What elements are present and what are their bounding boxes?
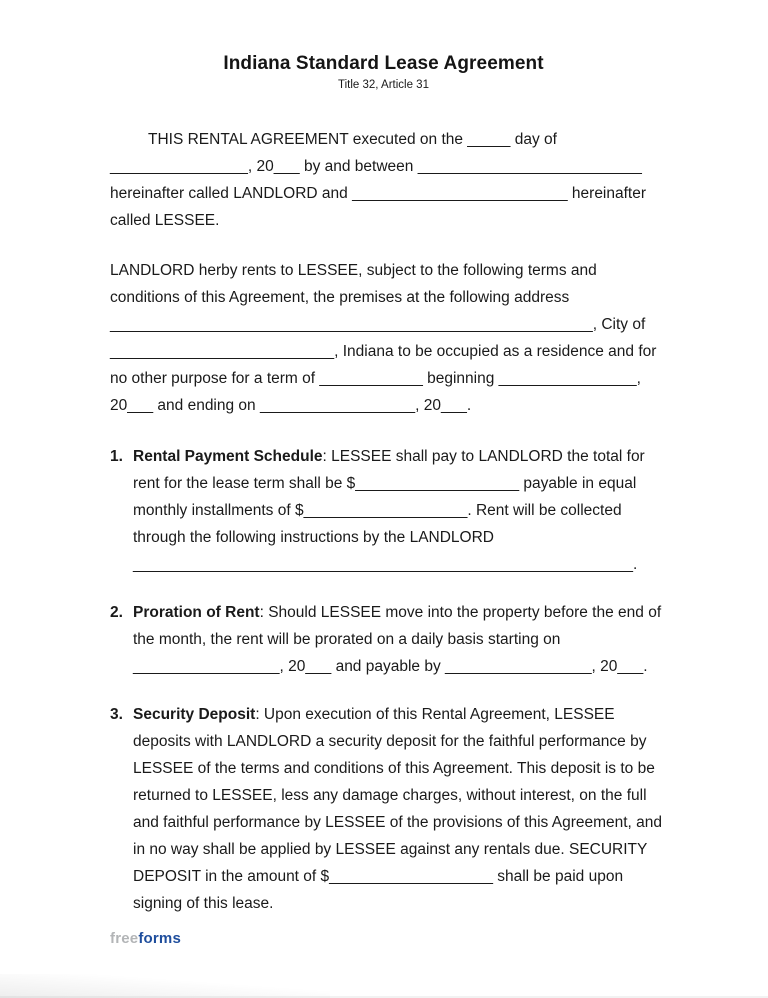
text-line: hereinafter called LANDLORD and _________________________ hereinafter [110,185,647,202]
text-line: __________________________________________________________. [133,556,638,573]
intro-paragraph [110,126,657,234]
list-item-security-deposit [110,701,663,917]
text-line: no other purpose for a term of ____________ beginning ________________, [110,370,641,387]
premises-paragraph [110,257,657,419]
text-line: signing of this lease. [133,895,274,912]
text-line: LESSEE of the terms and conditions of this Agreement. This deposit is to be [133,760,655,777]
brand-forms-text: forms [138,930,182,947]
item-heading: Rental Payment Schedule [133,448,323,465]
text-line: and faithful performance by LESSEE of the provisions of this Agreement, and [133,814,663,831]
text-line: ________________, 20___ by and between __________________________ [110,158,642,175]
item-body [133,443,657,578]
text-line: in no way shall be applied by LESSEE against any rentals due. SECURITY [133,841,648,858]
text-line [133,701,662,728]
text-line: conditions of this Agreement, the premises at the following address [110,289,570,306]
clauses-list [110,443,663,917]
list-item-rental-payment-schedule [110,443,657,578]
text-line: _________________, 20___ and payable by _________________, 20___. [133,658,648,675]
text-line: ________________________________________________________, City of [110,316,646,333]
text-line: monthly installments of $___________________. Rent will be collected [133,502,622,519]
brand-free-text: free [110,930,139,947]
item-heading: Proration of Rent [133,604,260,621]
text-line: DEPOSIT in the amount of $___________________ shall be paid upon [133,868,624,885]
text-line: LANDLORD herby rents to LESSEE, subject to the following terms and [110,262,597,279]
list-item-proration-of-rent [110,599,662,680]
item-heading-rest: : Upon execution of this Rental Agreement, LESSEE [255,706,615,723]
text-line: deposits with LANDLORD a security deposit for the faithful performance by [133,733,647,750]
item-body [133,701,662,917]
text-line: THIS RENTAL AGREEMENT executed on the _____ day of [148,131,557,148]
item-heading-rest: : LESSEE shall pay to LANDLORD the total for [322,448,645,465]
text-line: called LESSEE. [110,212,220,229]
text-line: through the following instructions by the LANDLORD [133,529,494,546]
item-number: 3. [110,706,123,723]
freeforms-logo [110,930,657,948]
item-number: 2. [110,604,123,621]
item-heading-rest: : Should LESSEE move into the property before the end of [259,604,662,621]
document-title: Indiana Standard Lease Agreement [223,53,544,74]
item-number: 1. [110,448,123,465]
text-line: the month, the rent will be prorated on a daily basis starting on [133,631,561,648]
text-line: __________________________, Indiana to be occupied as a residence and for [110,343,657,360]
text-line [133,599,661,626]
text-line: 20___ and ending on __________________, 20___. [110,397,472,414]
item-body [133,599,661,680]
document-header [110,52,657,92]
text-line: rent for the lease term shall be $___________________ payable in equal [133,475,637,492]
item-heading: Security Deposit [133,706,256,723]
text-line: returned to LESSEE, less any damage charges, without interest, on the full [133,787,647,804]
text-line [133,443,657,470]
document-subtitle: Title 32, Article 31 [338,79,429,91]
